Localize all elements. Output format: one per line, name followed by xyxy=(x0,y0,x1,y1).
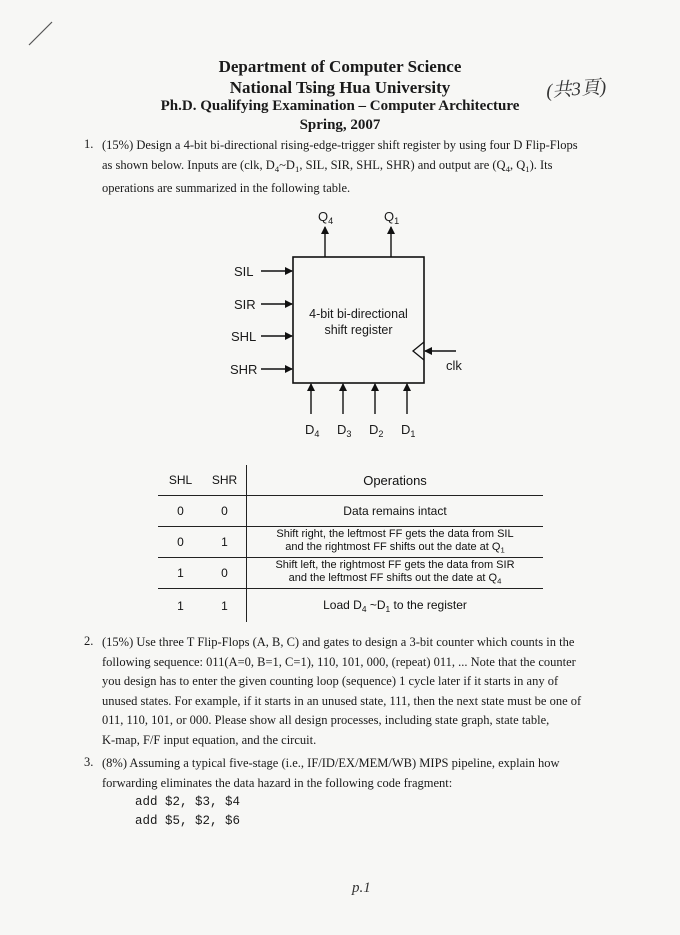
operations-table xyxy=(158,465,543,622)
sil-label: SIL xyxy=(234,264,254,279)
table-header-row xyxy=(158,465,543,496)
question-1-number: 1. xyxy=(84,137,94,151)
page-number: p.1 xyxy=(352,880,371,896)
term-title: Spring, 2007 xyxy=(299,117,381,133)
d1-input-label: $D_1$ xyxy=(401,422,416,440)
block-label: 4-bit bi-directional shift register xyxy=(309,307,408,337)
question-1-line-2: as shown below. Inputs are (clk, $D_4\sim D_1$, SIL, SIR, SHL, SHR) and output are ($Q_4$, $Q_1$). Its xyxy=(102,157,553,174)
code-line-1: add $2, $3, $4 xyxy=(135,795,241,809)
shift-register-diagram xyxy=(0,0,680,460)
shr-label: SHR xyxy=(230,362,258,377)
clock-edge-triangle xyxy=(413,342,424,360)
exam-title: Ph.D. Qualifying Examination – Computer Architecture xyxy=(160,98,520,114)
question-3-text: (8%) Assuming a typical five-stage (i.e., IF/ID/EX/MEM/WB) MIPS pipeline, explain how forwarding eliminates the data hazard in the following code fragment: xyxy=(102,756,560,790)
d4-input-label: $D_4$ xyxy=(305,422,320,440)
question-1-line-1: (15%) Design a 4-bit bi-directional rising-edge-trigger shift register by using four D Flip-Flops xyxy=(102,138,578,152)
handwritten-page-count: (共3頁) xyxy=(545,76,607,103)
operations-column-header: Operations xyxy=(247,465,544,496)
shr-column-header: SHR xyxy=(203,465,247,496)
shl-column-header: SHL xyxy=(158,465,203,496)
department-title: Department of Computer Science xyxy=(218,57,462,76)
question-1-line-3: operations are summarized in the following table. xyxy=(102,181,351,196)
shl-label: SHL xyxy=(231,329,257,344)
question-2-text: (15%) Use three T Flip-Flops (A, B, C) and gates to design a 3-bit counter which counts in the following sequence: 011(A=0, B=1, C=1), 110, 101, 000, (repeat) 011, ... Note that the counter you design has to enter the given counting loop (sequence) 1 cycle later if it starts in any of unused states. For example, if it starts in an unused state, 111, then the next state must be one of 011, 110, 101, or 000. Please show all design processes, including state graph, state table, K-map, F/F input equation, and the circuit. xyxy=(102,635,582,747)
university-title: National Tsing Hua University xyxy=(229,78,451,97)
q4-output-label: $Q_4$ xyxy=(318,209,334,227)
question-3-number: 3. xyxy=(84,755,94,769)
code-line-2: add $5, $2, $6 xyxy=(135,814,241,828)
table-row: 1 1 Load $D_4$ $\sim D_1$ to the register xyxy=(158,589,543,623)
d3-input-label: $D_3$ xyxy=(337,422,352,440)
table-row: 1 0 Shift left, the rightmost FF gets the data from SIR and the leftmost FF shifts out the date at $Q_4$ xyxy=(158,558,543,589)
table-row: 0 0 Data remains intact xyxy=(158,496,543,527)
clk-label: clk xyxy=(446,358,462,373)
sir-label: SIR xyxy=(234,297,256,312)
question-2-number: 2. xyxy=(84,634,94,648)
table-row: 0 1 Shift right, the leftmost FF gets the data from SIL and the rightmost FF shifts out the date at $Q_1$ xyxy=(158,527,543,558)
d2-input-label: $D_2$ xyxy=(369,422,384,440)
q1-output-label: $Q_1$ xyxy=(384,209,400,227)
